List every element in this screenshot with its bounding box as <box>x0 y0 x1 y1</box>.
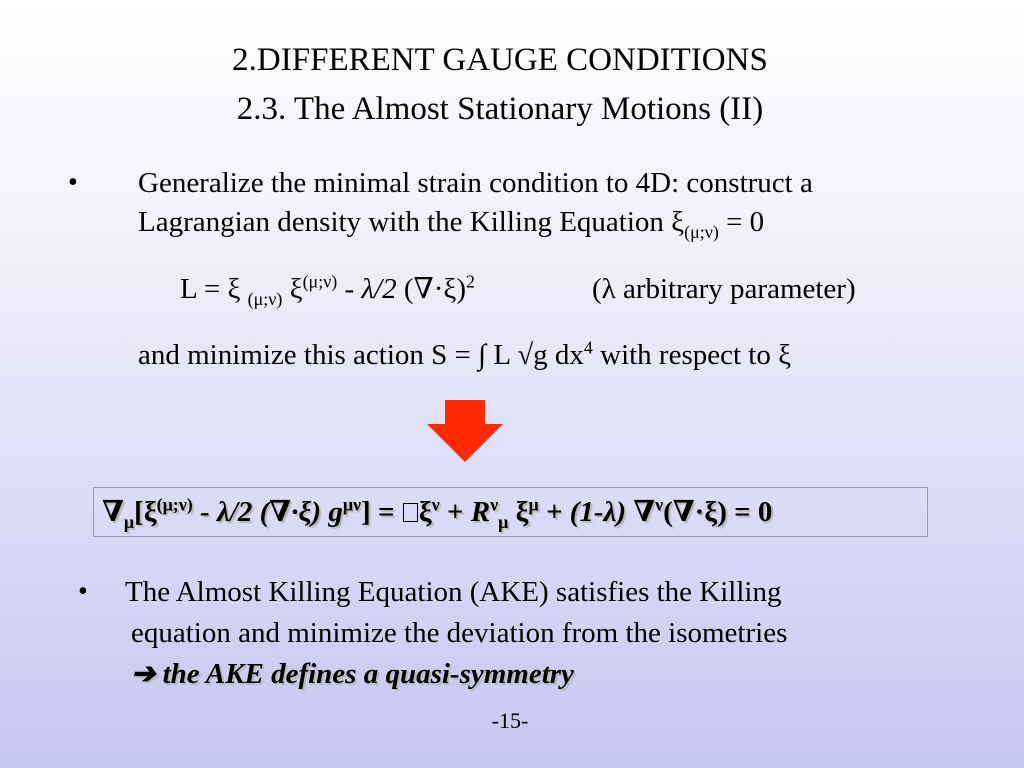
bullet2-conclusion <box>131 657 574 691</box>
right-arrow-icon: ➔ <box>131 658 156 690</box>
bullet2-line2: equation and minimize the deviation from the isometries <box>131 617 788 649</box>
action-line <box>138 338 791 372</box>
page-number: -15- <box>491 708 529 733</box>
lagrangian-minus: - <box>337 273 362 305</box>
bullet1-line1: Generalize the minimal strain condition to 4D: construct a <box>138 167 813 199</box>
bullet1-line2-text: Lagrangian density with the Killing Equation ξ <box>138 206 685 238</box>
ake-equation: $\nabla_\mu[\xi^{(\mu;\nu)} - \lambda/2$ (∇·ξ) $g^{\mu\nu}] = \xi^\nu + R^\nu_\mu$ $\xi^\mu + (1-\lambda) \nabla^\nu(\nabla\cdot\xi) = 0$ <box>102 494 773 532</box>
lagrangian-xi: ξ <box>282 273 303 305</box>
bullet1-line2-tail: = 0 <box>718 206 765 238</box>
bullet2-line1: The Almost Killing Equation (AKE) satisfies the Killing <box>125 576 782 608</box>
lagrangian-sub: (μ;ν) <box>247 288 283 309</box>
slide-title-line1: 2.DIFFERENT GAUGE CONDITIONS <box>232 42 768 78</box>
killing-subscript: (μ;ν) <box>684 221 719 242</box>
lagrangian-formula <box>180 271 475 309</box>
slide-title-line2: 2.3. The Almost Stationary Motions (II) <box>236 91 764 127</box>
action-sup: 4 <box>583 337 593 358</box>
lagrangian-lambda-half: λ/2 <box>361 273 397 305</box>
bullet1-line2 <box>138 205 765 242</box>
lagrangian-lhs: L = ξ <box>180 273 248 305</box>
action-text1: and minimize this action S = ∫ L √g dx <box>138 339 584 371</box>
ake-equation-box <box>93 487 928 537</box>
action-text2: with respect to ξ <box>592 339 792 371</box>
lagrangian-div: (∇·ξ) <box>396 273 466 305</box>
box-operator-icon <box>403 503 418 522</box>
lagrangian-square: 2 <box>466 271 475 292</box>
lagrangian-sup: (μ;ν) <box>302 271 338 292</box>
quasi-symmetry-text: the AKE defines a quasi-symmetry <box>155 658 574 690</box>
lagrangian-note: (λ arbitrary parameter) <box>592 273 856 305</box>
down-arrow-icon <box>427 400 503 462</box>
bullet-marker-1: • <box>68 167 78 198</box>
bullet-marker-2: • <box>78 576 88 607</box>
